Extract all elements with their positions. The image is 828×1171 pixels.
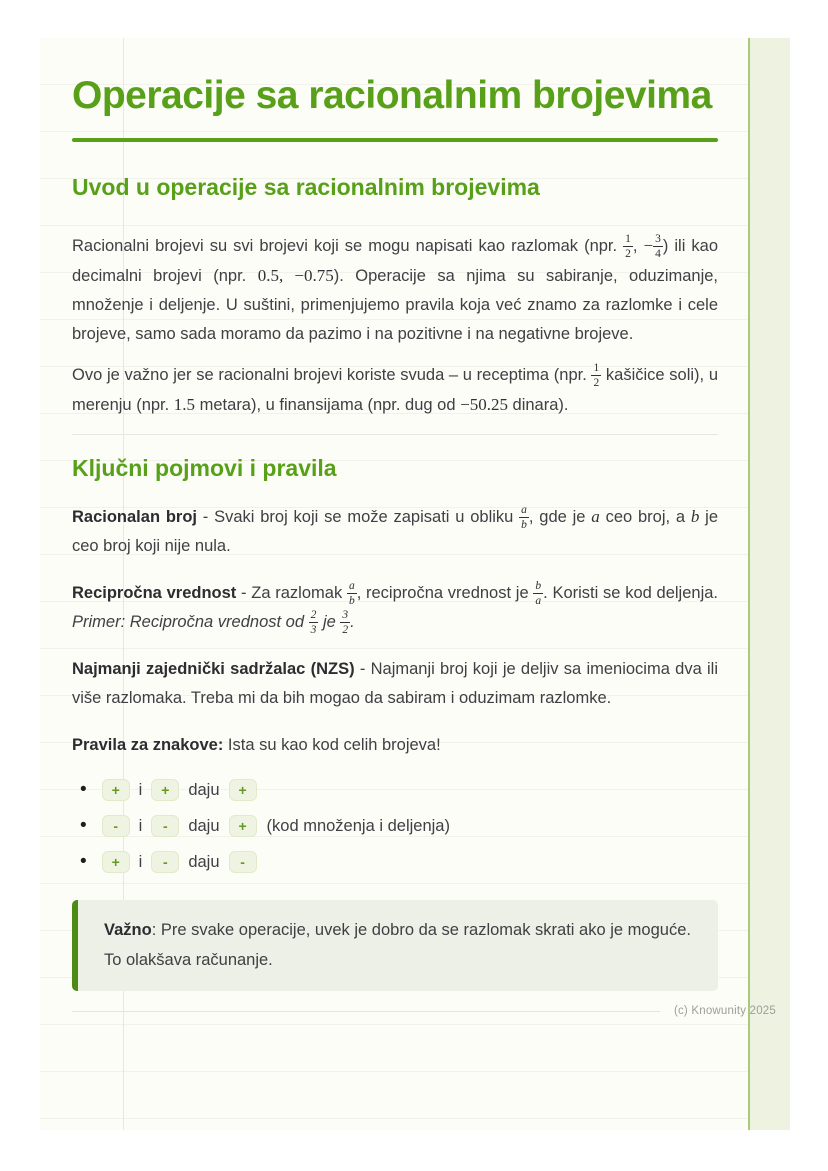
- definition-reciprocal: [72, 579, 718, 637]
- fraction-one-half: $\frac{1}{2}$: [593, 361, 600, 389]
- fraction-b-over-a: $\frac{b}{a}$: [535, 579, 542, 607]
- text-run: dinara).: [507, 396, 569, 414]
- variable-a: a: [591, 507, 600, 526]
- text-run: ) ili kao decimalni brojevi (npr.: [72, 237, 719, 285]
- text-run: i: [138, 780, 143, 799]
- minus-sign: −: [643, 236, 654, 255]
- text-run: je: [318, 613, 341, 631]
- page-title: Operacije sa racionalnim brojevima: [72, 74, 712, 117]
- section-heading-concepts: Ključni pojmovi i pravila: [72, 455, 337, 481]
- definition-sign-rules: [72, 731, 718, 760]
- sign-badge: +: [229, 815, 257, 837]
- sign-rule-item: [80, 850, 718, 874]
- fraction-three-fourths: $\frac{3}{4}$: [655, 232, 661, 260]
- text-run: ceo broj, a: [599, 508, 691, 526]
- sign-badge: • +: [102, 851, 130, 873]
- decimal-number: 1.5: [173, 395, 196, 414]
- sign-rules-list: [72, 778, 718, 874]
- sign-badge: +: [229, 779, 257, 801]
- text-run: (kod množenja i deljenja): [266, 816, 450, 835]
- sign-badge: -: [151, 815, 179, 837]
- text-run: i: [138, 816, 143, 835]
- decimal-numbers: 0.5, −0.75: [257, 266, 334, 285]
- text-run: Ista su kao kod celih brojeva!: [223, 736, 441, 754]
- page-content: [40, 38, 790, 1017]
- text-run: - Za razlomak: [236, 584, 347, 602]
- section-divider: [72, 434, 718, 435]
- copyright-text: (c) Knowunity 2025: [673, 1005, 776, 1017]
- term-label: Najmanji zajednički sadržalac (NZS): [72, 660, 355, 678]
- text-run: .: [350, 613, 355, 631]
- intro-paragraph-2: [72, 361, 718, 420]
- variable-b: b: [690, 507, 700, 526]
- text-run: daju: [188, 816, 220, 835]
- sign-badge: +: [151, 779, 179, 801]
- title-divider: [72, 138, 718, 142]
- text-run: metara), u finansijama (npr. dug od: [195, 396, 461, 414]
- intro-paragraph-1: [72, 231, 718, 349]
- text-run: kašičice soli), u merenju (npr.: [72, 366, 718, 414]
- term-label: Pravila za znakove:: [72, 736, 224, 754]
- text-run: Ovo je važno jer se racionalni brojevi koriste svuda – u receptima (npr.: [72, 366, 592, 384]
- text-run: daju: [188, 780, 220, 799]
- sign-rule-item: [80, 778, 718, 802]
- sign-badge: -: [151, 851, 179, 873]
- fraction-a-over-b: $\frac{a}{b}$: [348, 579, 355, 607]
- fraction-two-thirds: $\frac{2}{3}$: [310, 608, 317, 636]
- sign-badge: • -: [102, 815, 130, 837]
- sign-rule-item: [80, 814, 718, 838]
- text-run: - Najmanji broj koji je deljiv sa imeniocima dva ili više razlomaka. Treba mi da bih mogao da sabiram i oduzimam razlomke.: [72, 660, 718, 707]
- text-run: : Pre svake operacije, uvek je dobro da se razlomak skrati ako je moguće. To olakšava računanje.: [104, 921, 691, 969]
- term-label: Recipročna vrednost: [72, 584, 237, 602]
- text-run: - Svaki broj koji se može zapisati u obliku: [197, 508, 520, 526]
- text-run: Primer: Recipročna vrednost od: [72, 613, 309, 631]
- text-run: Racionalni brojevi su svi brojevi koji se mogu napisati kao razlomak (npr.: [72, 237, 624, 255]
- sign-badge: -: [229, 851, 257, 873]
- text-run: daju: [188, 852, 220, 871]
- definition-rational-number: [72, 502, 718, 561]
- section-heading-intro: Uvod u operacije sa racionalnim brojevima: [72, 174, 540, 200]
- text-run: , recipročna vrednost je: [356, 584, 534, 602]
- sign-badge: • +: [102, 779, 130, 801]
- fraction-three-halves: $\frac{3}{2}$: [342, 608, 349, 636]
- text-run: , gde je: [528, 508, 592, 526]
- decimal-number: −50.25: [460, 395, 508, 414]
- text-run: ,: [632, 237, 644, 255]
- document-page: [40, 38, 790, 1130]
- page-footer: [72, 1005, 776, 1017]
- text-run: . Koristi se kod deljenja.: [543, 584, 719, 602]
- definition-nzs: [72, 655, 718, 713]
- text-run: ). Operacije sa njima su sabiranje, oduzimanje, množenje i deljenje. U suštini, primenjujemo pravila koja već znamo za razlomke i cele brojeve, samo sada moramo da pazimo i na pozitivne i na negativne brojeve.: [72, 267, 719, 343]
- text-run: je ceo broj koji nije nula.: [72, 508, 719, 555]
- fraction-a-over-b: $\frac{a}{b}$: [521, 503, 527, 531]
- text-run: i: [138, 852, 143, 871]
- example-text: [72, 608, 355, 636]
- footer-divider: [72, 1011, 660, 1012]
- term-label: Racionalan broj: [72, 508, 197, 526]
- callout-label: Važno: [104, 921, 152, 939]
- important-callout: [72, 900, 718, 991]
- fraction-one-half: $\frac{1}{2}$: [625, 232, 631, 260]
